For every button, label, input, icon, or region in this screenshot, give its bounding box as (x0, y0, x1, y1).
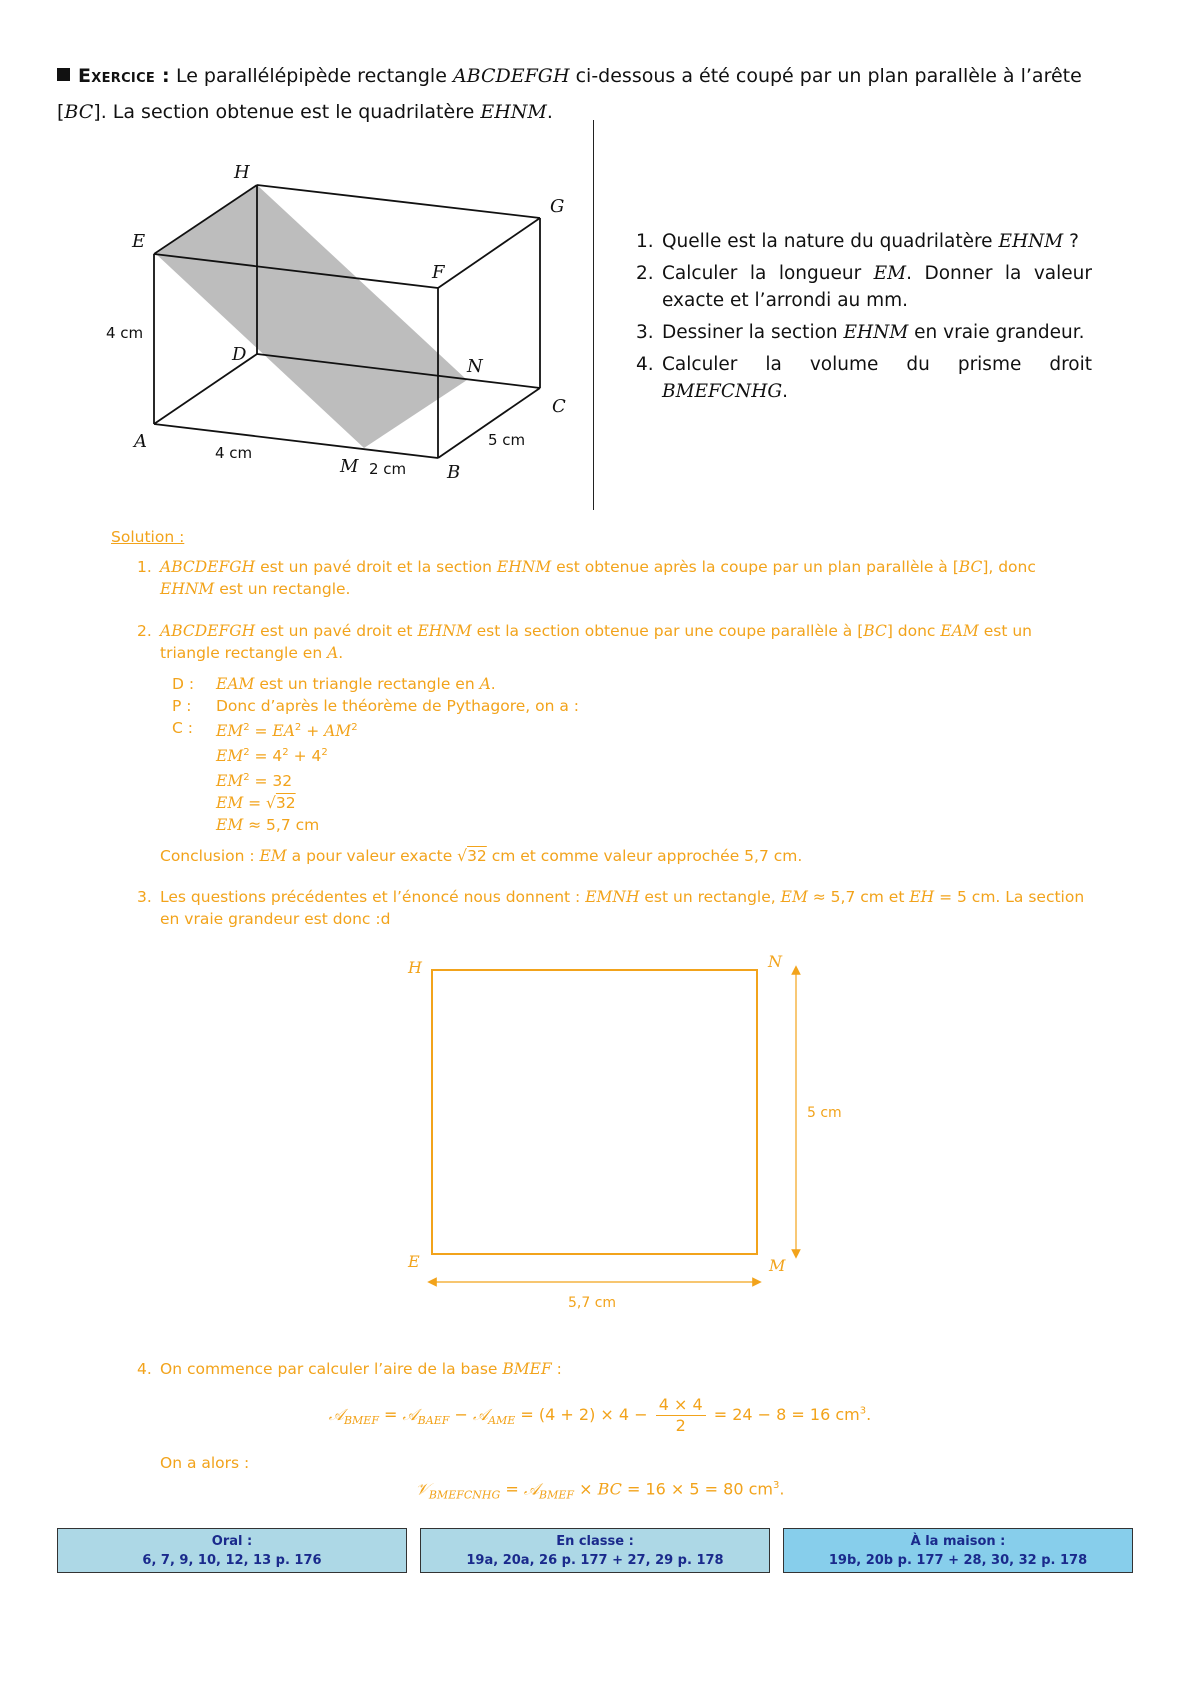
solution-3: 3. Les questions précédentes et l’énoncé nous donnent : EMNH est un rectangle, EM ≈ 5,7 cm et EH = 5 cm. La section en vraie grandeur est donc :d (137, 888, 1085, 928)
text-run: Dessiner la section (662, 322, 844, 343)
dim-bc: 5 cm (488, 431, 526, 449)
text-run: en vraie grandeur. (908, 322, 1085, 343)
pythagore-calculation: $EM^2 = EA^2 + AM^2$ $EM^2 = 4^2 + 4^2$ $EM^2 = 32$ EM = √32 EM ≈ 5,7 cm (216, 722, 358, 835)
math-term: EM (873, 263, 907, 284)
math-term: EH (909, 888, 935, 906)
classe-box (420, 1528, 770, 1573)
question-1: 1. Quelle est la nature du quadrilatère EHNM ? (636, 231, 1079, 252)
volume-formula: 𝒱$_{BMEFCNHG}$ = 𝒜$_{BMEF}$ × BC = 16 × 5 = 80 $cm^3$. (415, 1479, 785, 1502)
label-m: M (340, 456, 359, 477)
text-run: est un pavé droit et la section (255, 558, 497, 576)
rect-label-m: M (769, 1256, 786, 1275)
edge-fg (438, 218, 540, 288)
text-run: . (782, 381, 789, 402)
label-e: E (132, 231, 146, 252)
area-formula: 𝒜$_{BMEF}$ = 𝒜$_{BAEF}$ − 𝒜$_{AME}$ = (4 + 2) × 4 − $\frac{4 \times 4}{2}$ = 24 − 8 = 16 $cm^3$. (328, 1395, 872, 1435)
text-run: Calculer la longueur (662, 263, 874, 284)
math-term: EAM (940, 622, 979, 640)
oral-box (57, 1528, 407, 1573)
math-term: EHNM (417, 622, 472, 640)
question-3: 3. Dessiner la section EHNM en vraie grandeur. (636, 322, 1085, 343)
oral-exercises: 6, 7, 9, 10, 12, 13 p. 176 (142, 1553, 322, 1568)
classe-title: En classe : (556, 1534, 634, 1549)
math-term: ABCDEFGH (160, 558, 256, 576)
math-term: EAM (216, 675, 255, 693)
math-term: BC (958, 558, 983, 576)
dim-am: 4 cm (215, 444, 253, 462)
maison-box (783, 1528, 1133, 1573)
text-run: Quelle est la nature du quadrilatère (662, 231, 999, 252)
cuboid-figure (0, 0, 600, 520)
math-term: BC (863, 622, 887, 640)
text-run: . (338, 644, 344, 662)
alors-text: On a alors : (160, 1454, 250, 1472)
text-run: est un rectangle, (639, 888, 781, 906)
text-run: ? (1063, 231, 1079, 252)
statement-text: . (546, 101, 553, 123)
p-label: P : (172, 697, 192, 715)
label-c: C (552, 396, 566, 417)
math-term: EHNM (496, 558, 552, 576)
text-run: est obtenue après la coupe par un plan parallèle à [ (551, 558, 959, 576)
column-divider (593, 120, 594, 510)
text-run: ], donc (982, 558, 1036, 576)
c-label: C : (172, 719, 193, 737)
label-d: D (232, 344, 247, 365)
math-term: BMEFCNHG (662, 381, 783, 402)
solution-2: 2. ABCDEFGH est un pavé droit et EHNM est la section obtenue par une coupe parallèle à [BC] donc EAM est un triangle rectangle en A. (137, 622, 1032, 662)
section-polygon (156, 185, 467, 448)
classe-exercises: 19a, 20a, 26 p. 177 + 27, 29 p. 178 (466, 1553, 724, 1568)
math-term: A (479, 675, 491, 693)
label-a: A (134, 431, 147, 452)
question-4: 4. Calculer la volume du prisme droit BMEFCNHG. (636, 354, 1092, 402)
label-f: F (432, 262, 445, 283)
conclusion: Conclusion : EM a pour valeur exacte √32 cm et comme valeur approchée 5,7 cm. (160, 847, 803, 865)
solution-1: 1. ABCDEFGH est un pavé droit et la section EHNM est obtenue après la coupe par un plan parallèle à [BC], donc EHNM est un rectangle. (137, 558, 1036, 598)
rect-label-n: N (768, 952, 782, 971)
text-run: est un triangle rectangle en (160, 622, 1032, 662)
edge-name: BC (64, 101, 94, 123)
edge-ab (154, 424, 438, 458)
d-label: D : (172, 675, 195, 693)
text-run: Calculer la volume du prisme droit (662, 354, 1092, 375)
math-term: EHNM (160, 580, 215, 598)
text-run: ] donc (886, 622, 941, 640)
section-rectangle (432, 970, 757, 1254)
solution-title: Solution : (111, 528, 185, 546)
text-run: est un triangle rectangle en (254, 675, 480, 693)
maison-title: À la maison : (910, 1534, 1006, 1549)
rect-label-e: E (408, 1252, 420, 1271)
label-h: H (234, 162, 250, 183)
exercise-label: Exercice : (78, 65, 170, 87)
text-run: . Donner la valeur exacte et l’arrondi au mm. (662, 263, 1092, 311)
rect-label-h: H (408, 958, 422, 977)
label-n: N (467, 356, 483, 377)
maison-exercises: 19b, 20b p. 177 + 28, 30, 32 p. 178 (828, 1553, 1088, 1568)
rect-height-label: 5 cm (807, 1105, 842, 1121)
math-term: EMNH (585, 888, 640, 906)
math-term: ABCDEFGH (160, 622, 256, 640)
math-term: EHNM (843, 322, 909, 343)
p-text: Donc d’après le théorème de Pythagore, on a : (216, 697, 580, 715)
label-b: B (447, 462, 461, 483)
dim-mb: 2 cm (369, 460, 407, 478)
math-term: EHNM (998, 231, 1064, 252)
statement-text: ]. La section obtenue est le quadrilatère (93, 101, 475, 123)
oral-title: Oral : (211, 1534, 253, 1549)
solid-name: ABCDEFGH (452, 65, 570, 87)
text-run: = 5 cm. La section en vraie grandeur est donc :d (160, 888, 1085, 928)
section-name: EHNM (480, 101, 547, 123)
statement-text: Le parallélépipède rectangle (175, 65, 447, 87)
math-term: A (327, 644, 339, 662)
edge-hg (257, 185, 540, 218)
dpc-block (172, 673, 579, 836)
true-size-section (380, 945, 860, 1315)
label-g: G (550, 196, 565, 217)
text-run: Les questions précédentes et l’énoncé nous donnent : (160, 888, 586, 906)
math-term: EM (780, 888, 808, 906)
question-2: 2. Calculer la longueur EM. Donner la valeur exacte et l’arrondi au mm. (636, 263, 1092, 311)
dim-height: 4 cm (106, 324, 144, 342)
text-run: est un pavé droit et (255, 622, 418, 640)
text-run: ≈ 5,7 cm et (807, 888, 910, 906)
questions-list (636, 228, 1092, 410)
text-run: est un rectangle. (214, 580, 351, 598)
text-run: est la section obtenue par une coupe parallèle à [ (471, 622, 864, 640)
statement-text: ci-dessous a été coupé par un plan parallèle à l’arête [ (57, 65, 1082, 123)
solution-4: 4. On commence par calculer l’aire de la base BMEF : (137, 1360, 562, 1378)
rect-width-label: 5,7 cm (568, 1295, 617, 1311)
text-run: . (490, 675, 496, 693)
